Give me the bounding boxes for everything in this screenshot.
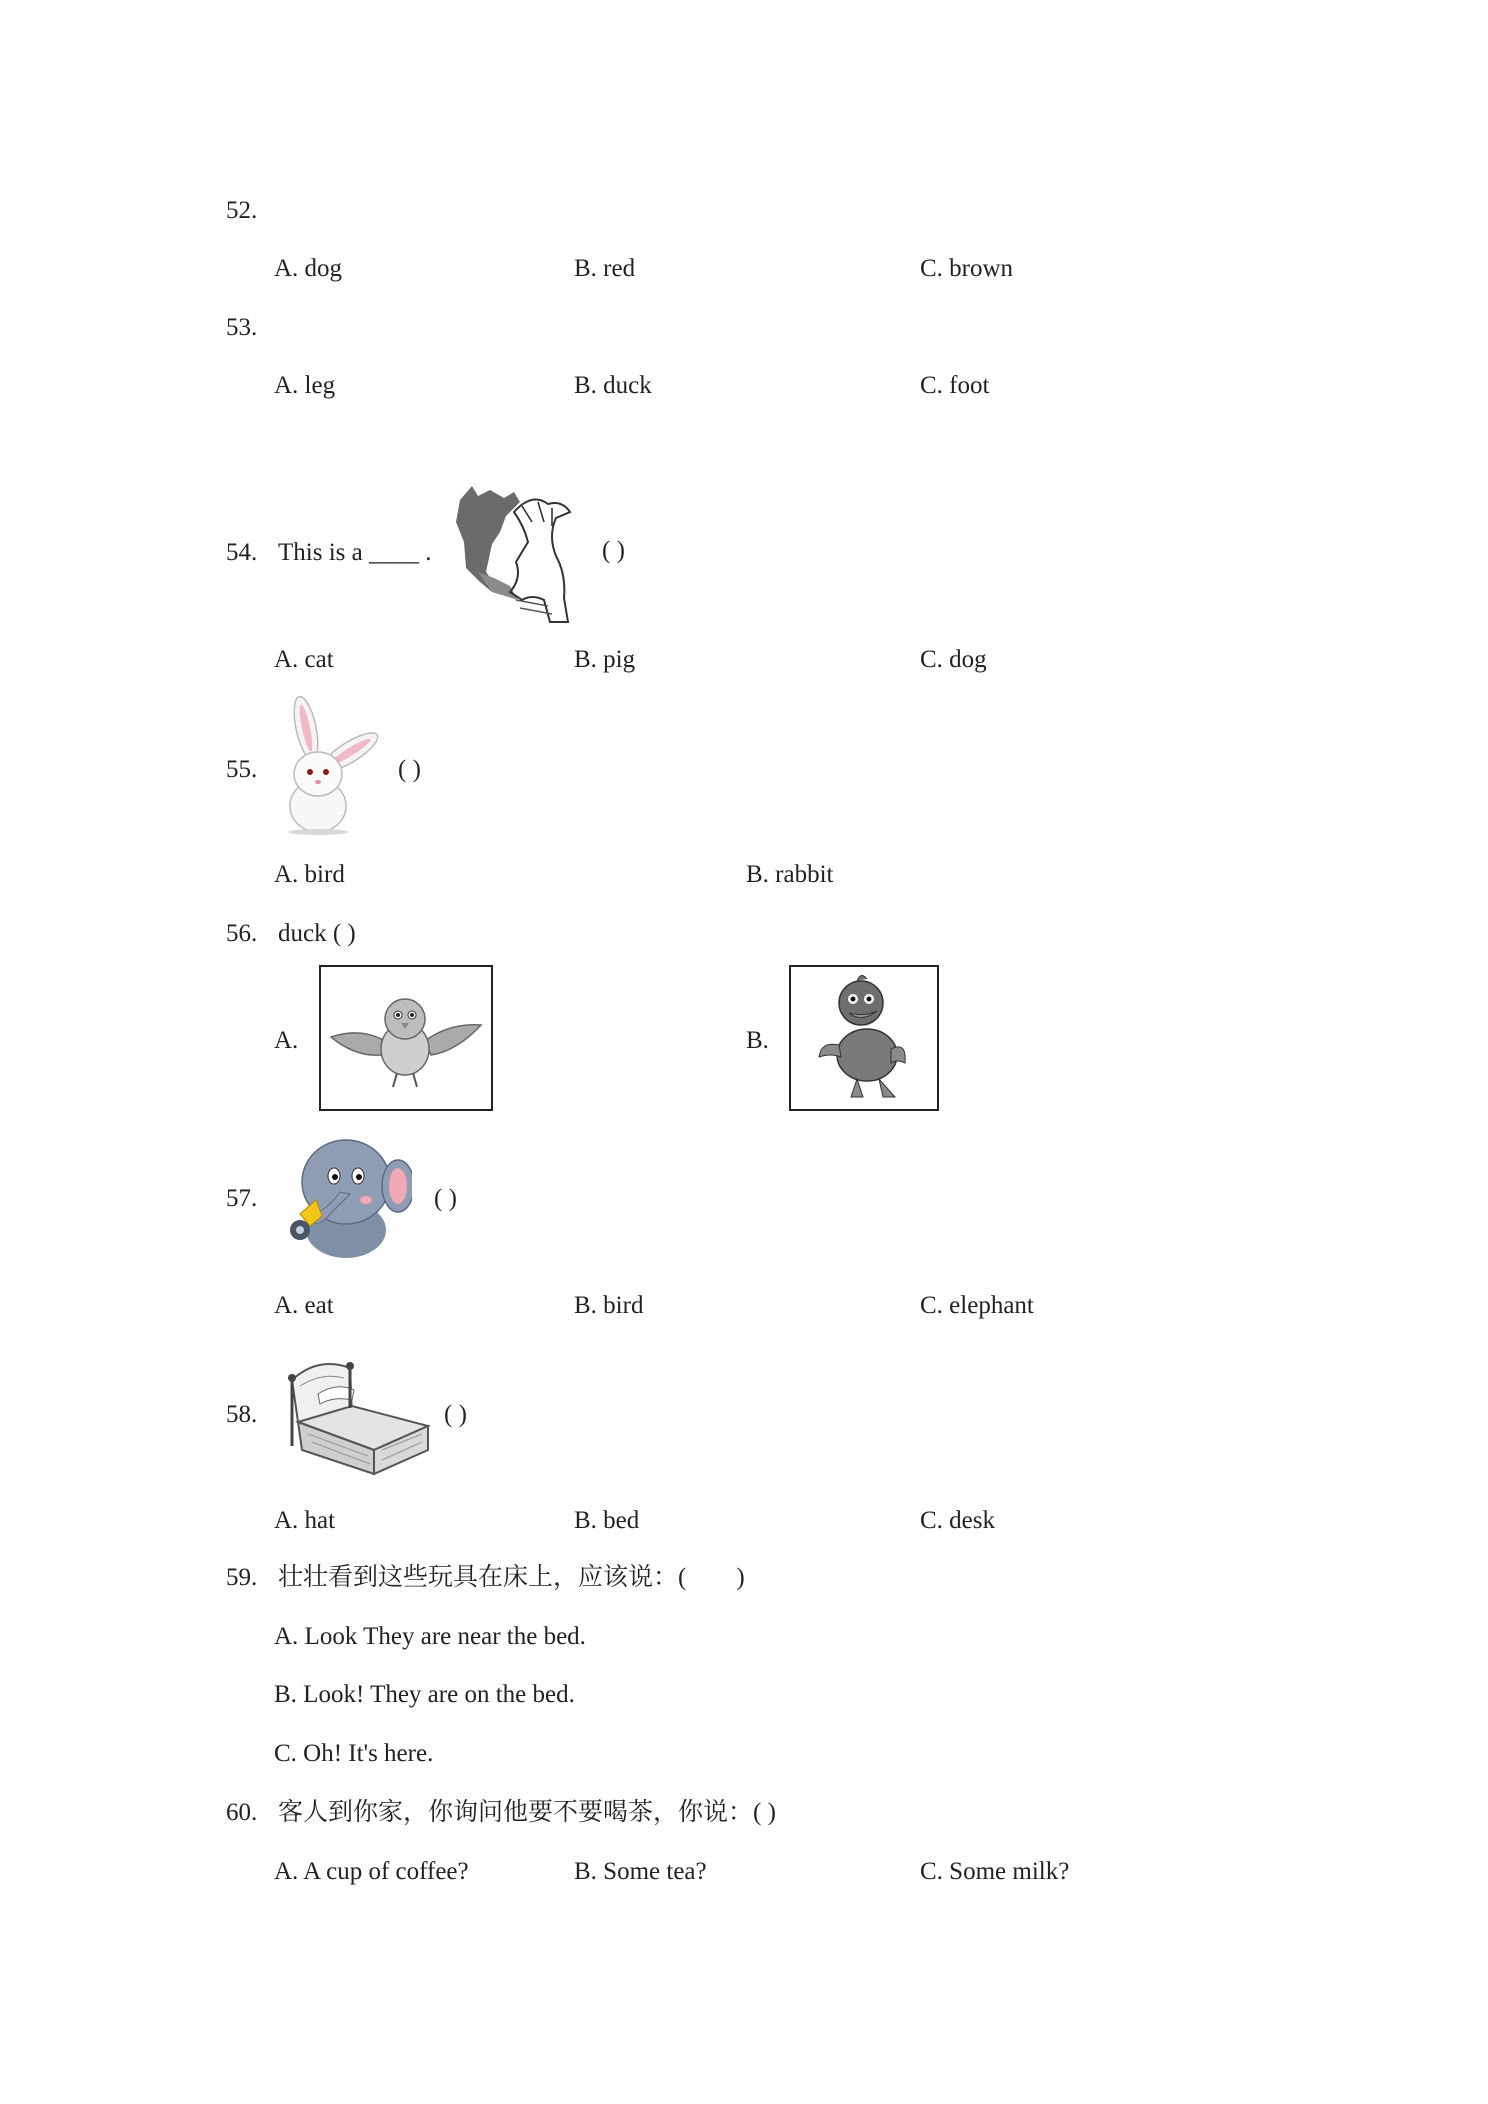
- q52-option-c[interactable]: C. brown: [920, 255, 1014, 282]
- q60-number: 60.: [226, 1799, 258, 1826]
- rabbit-icon: [278, 694, 386, 836]
- q56-option-a-image[interactable]: [319, 965, 493, 1111]
- q54-option-c[interactable]: C. dog: [920, 646, 987, 673]
- q54-stem: This is a ____ .: [278, 539, 432, 566]
- q52-number: 52.: [226, 197, 258, 224]
- q58-paren[interactable]: ( ): [444, 1401, 467, 1428]
- q59-number: 59.: [226, 1564, 258, 1591]
- q57-option-a[interactable]: A. eat: [274, 1292, 334, 1319]
- q57-paren[interactable]: ( ): [434, 1185, 457, 1212]
- q55-paren[interactable]: ( ): [398, 756, 421, 783]
- q59-option-c[interactable]: C. Oh! It's here.: [274, 1740, 434, 1767]
- q53-number: 53.: [226, 314, 258, 341]
- q56-option-b[interactable]: B.: [746, 1027, 769, 1054]
- q53-option-c[interactable]: C. foot: [920, 372, 990, 399]
- q57-option-b[interactable]: B. bird: [574, 1292, 644, 1319]
- q60-option-b[interactable]: B. Some tea?: [574, 1858, 707, 1885]
- bird-icon: [321, 967, 491, 1109]
- q56-number: 56.: [226, 920, 258, 947]
- q56-stem: duck ( ): [278, 920, 356, 947]
- q52-option-b[interactable]: B. red: [574, 255, 636, 282]
- q58-option-a[interactable]: A. hat: [274, 1507, 336, 1534]
- q52-option-a[interactable]: A. dog: [274, 255, 343, 282]
- q58-option-b[interactable]: B. bed: [574, 1507, 640, 1534]
- q60-option-c[interactable]: C. Some milk?: [920, 1858, 1070, 1885]
- bed-icon: [278, 1350, 434, 1480]
- q53-option-a[interactable]: A. leg: [274, 372, 336, 399]
- q60-stem: 客人到你家，你询问他要不要喝茶，你说：( ): [278, 1799, 776, 1826]
- q54-option-b[interactable]: B. pig: [574, 646, 636, 673]
- q53-option-b[interactable]: B. duck: [574, 372, 652, 399]
- q57-option-c[interactable]: C. elephant: [920, 1292, 1034, 1319]
- q58-option-c[interactable]: C. desk: [920, 1507, 995, 1534]
- q57-number: 57.: [226, 1185, 258, 1212]
- q56-option-a[interactable]: A.: [274, 1027, 299, 1054]
- q59-option-a[interactable]: A. Look They are near the bed.: [274, 1623, 586, 1650]
- q58-number: 58.: [226, 1401, 258, 1428]
- q55-option-b[interactable]: B. rabbit: [746, 861, 834, 888]
- q55-option-a[interactable]: A. bird: [274, 861, 345, 888]
- q54-number: 54.: [226, 539, 258, 566]
- q60-option-a[interactable]: A. A cup of coffee?: [274, 1858, 469, 1885]
- q59-stem: 壮壮看到这些玩具在床上，应该说：( ): [278, 1564, 745, 1591]
- duck-icon: [791, 967, 937, 1109]
- elephant-icon: [276, 1130, 412, 1260]
- q54-paren[interactable]: ( ): [602, 537, 625, 564]
- q54-option-a[interactable]: A. cat: [274, 646, 334, 673]
- q56-option-b-image[interactable]: [789, 965, 939, 1111]
- hand-shadow-dog-icon: [452, 482, 592, 624]
- q59-option-b[interactable]: B. Look! They are on the bed.: [274, 1681, 575, 1708]
- q55-number: 55.: [226, 756, 258, 783]
